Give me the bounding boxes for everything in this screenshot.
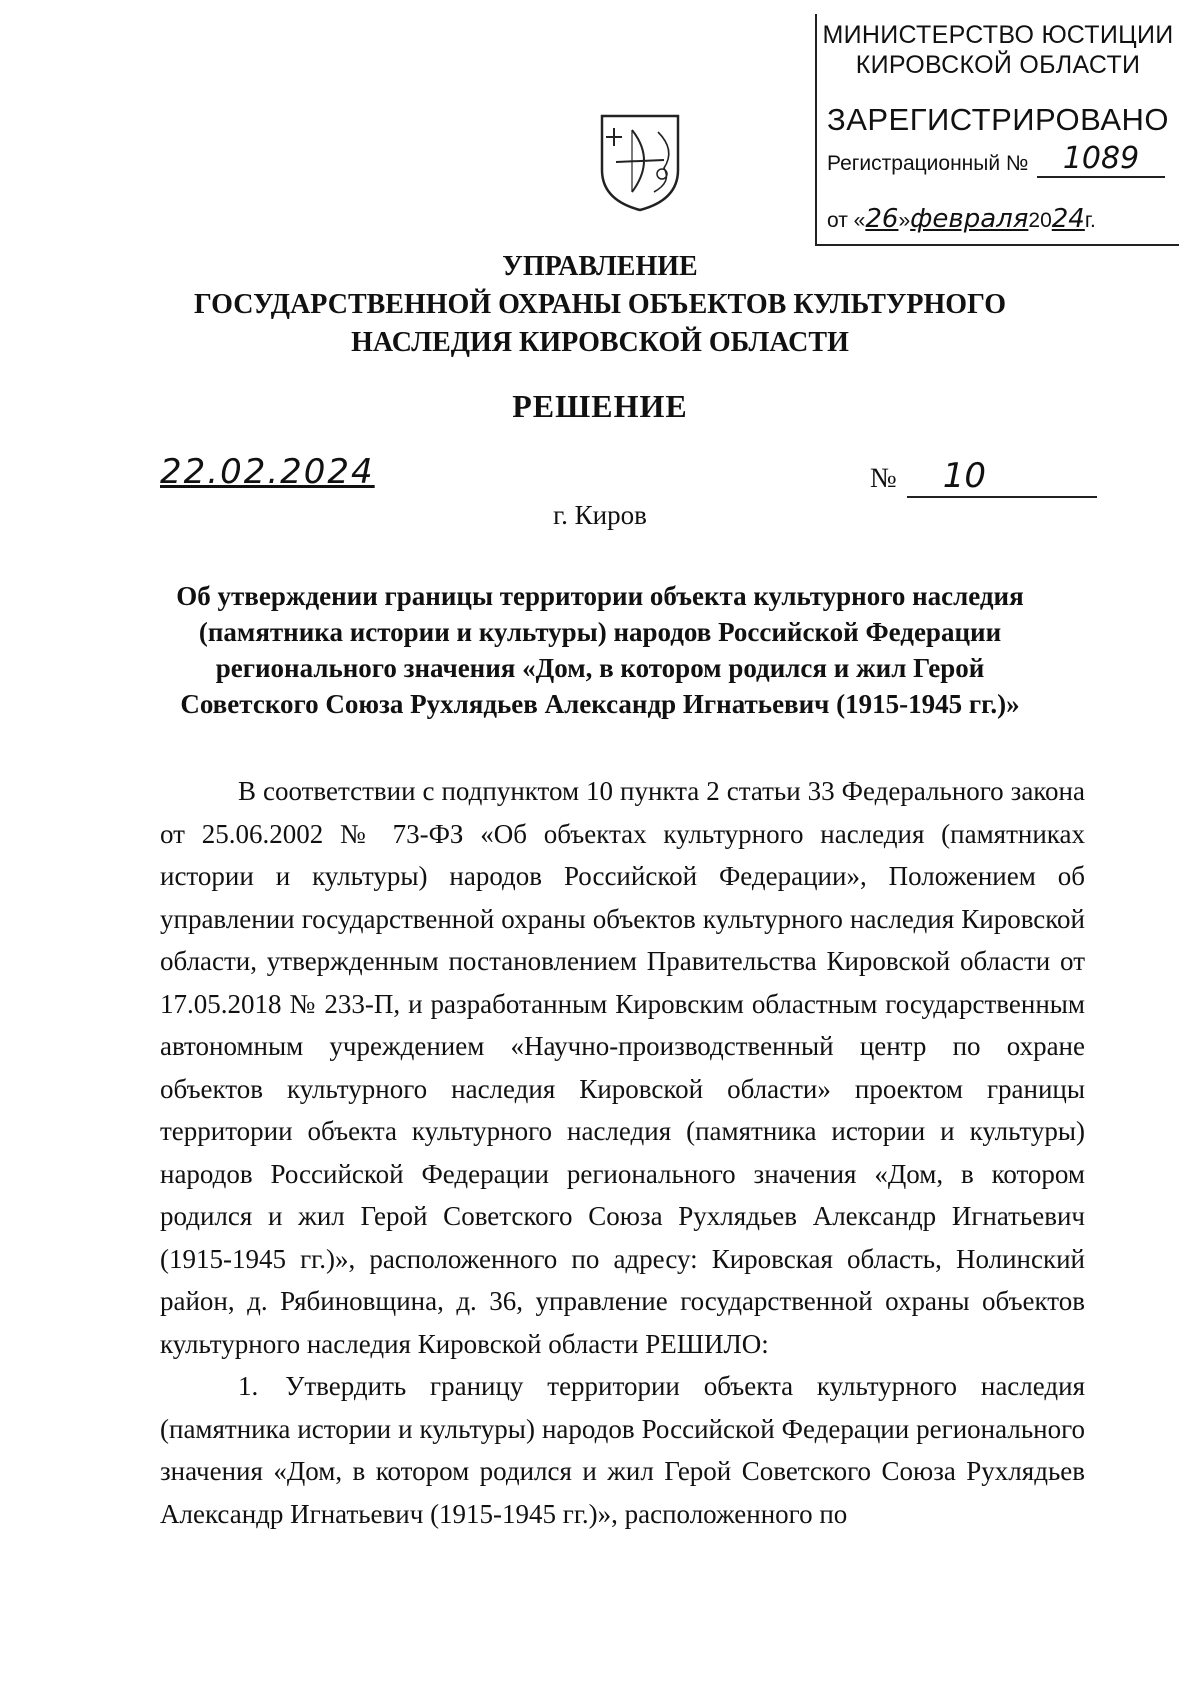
stamp-reg-label: Регистрационный № xyxy=(827,152,1029,175)
body-paragraph: В соответствии с подпунктом 10 пункта 2 статьи 33 Федерального закона от 25.06.2002 № 73-ФЗ «Об объектах культурного наследия (памятниках истории и культуры) народов Российской Федерации», Положением об управлении государственной охраны объектов культурного наследия Кировской области, утвержденным постановлением Правительства Кировской области от 17.05.2018 № 233-П, и разработанным Кировским областным государственным автономным учреждением «Научно-производственный центр по охране объектов культурного наследия Кировской области» проектом границы территории объекта культурного наследия (памятника истории и культуры) народов Российской Федерации регионального значения «Дом, в котором родился и жил Герой Советского Союза Рухлядьев Александр Игнатьевич (1915-1945 гг.)», расположенного по адресу: Кировская область, Нолинский район, д. Рябиновщина, д. 36, управление государственной охраны объектов культурного наследия Кировской области РЕШИЛО: xyxy=(160,776,1085,1359)
stamp-date-prefix: от « xyxy=(827,209,866,232)
stamp-ministry-line2: КИРОВСКОЙ ОБЛАСТИ xyxy=(855,51,1141,79)
document-body xyxy=(160,770,1085,1535)
authority-header xyxy=(100,248,1100,362)
stamp-date-mid: » xyxy=(898,209,911,232)
document-date: 22.02.2024 xyxy=(160,452,375,492)
stamp-status: ЗАРЕГИСТРИРОВАНО xyxy=(826,102,1169,137)
document-number-value: 10 xyxy=(907,456,1097,498)
document-number xyxy=(870,456,1097,498)
stamp-date-year: 24 xyxy=(1051,204,1085,234)
stamp-date-month: февраля xyxy=(910,204,1029,234)
document-subject xyxy=(150,578,1050,722)
stamp-ministry xyxy=(817,20,1179,80)
body-item-1: 1. Утвердить границу территории объекта культурного наследия (памятника истории и культуры) народов Российской Федерации регионального значения «Дом, в котором родился и жил Герой Советского Союза Рухлядьев Александр Игнатьевич (1915-1945 гг.)», расположенного по xyxy=(160,1371,1085,1529)
city: г. Киров xyxy=(553,500,647,530)
header-line2: ГОСУДАРСТВЕННОЙ ОХРАНЫ ОБЪЕКТОВ КУЛЬТУРНОГО xyxy=(194,289,1006,320)
stamp-date-year-prefix: 20 xyxy=(1028,209,1052,232)
document-number-label: № xyxy=(870,463,897,494)
subject-line4: Советского Союза Рухлядьев Александр Игнатьевич (1915-1945 гг.)» xyxy=(180,689,1020,719)
registration-stamp xyxy=(815,14,1179,246)
document-title: РЕШЕНИЕ xyxy=(512,388,688,424)
subject-line2: (памятника истории и культуры) народов Российской Федерации xyxy=(198,617,1002,647)
subject-line3: регионального значения «Дом, в котором родился и жил Герой xyxy=(215,653,985,683)
stamp-date-suffix: г. xyxy=(1084,209,1096,232)
stamp-ministry-line1: МИНИСТЕРСТВО ЮСТИЦИИ xyxy=(822,21,1174,49)
stamp-date xyxy=(827,204,1096,234)
coat-of-arms-icon xyxy=(598,112,682,212)
stamp-reg-number: 1089 xyxy=(1037,142,1165,178)
header-line1: УПРАВЛЕНИЕ xyxy=(502,251,698,282)
subject-line1: Об утверждении границы территории объекта культурного наследия xyxy=(176,581,1024,611)
header-line3: НАСЛЕДИЯ КИРОВСКОЙ ОБЛАСТИ xyxy=(351,327,849,358)
stamp-date-day: 26 xyxy=(865,204,899,234)
